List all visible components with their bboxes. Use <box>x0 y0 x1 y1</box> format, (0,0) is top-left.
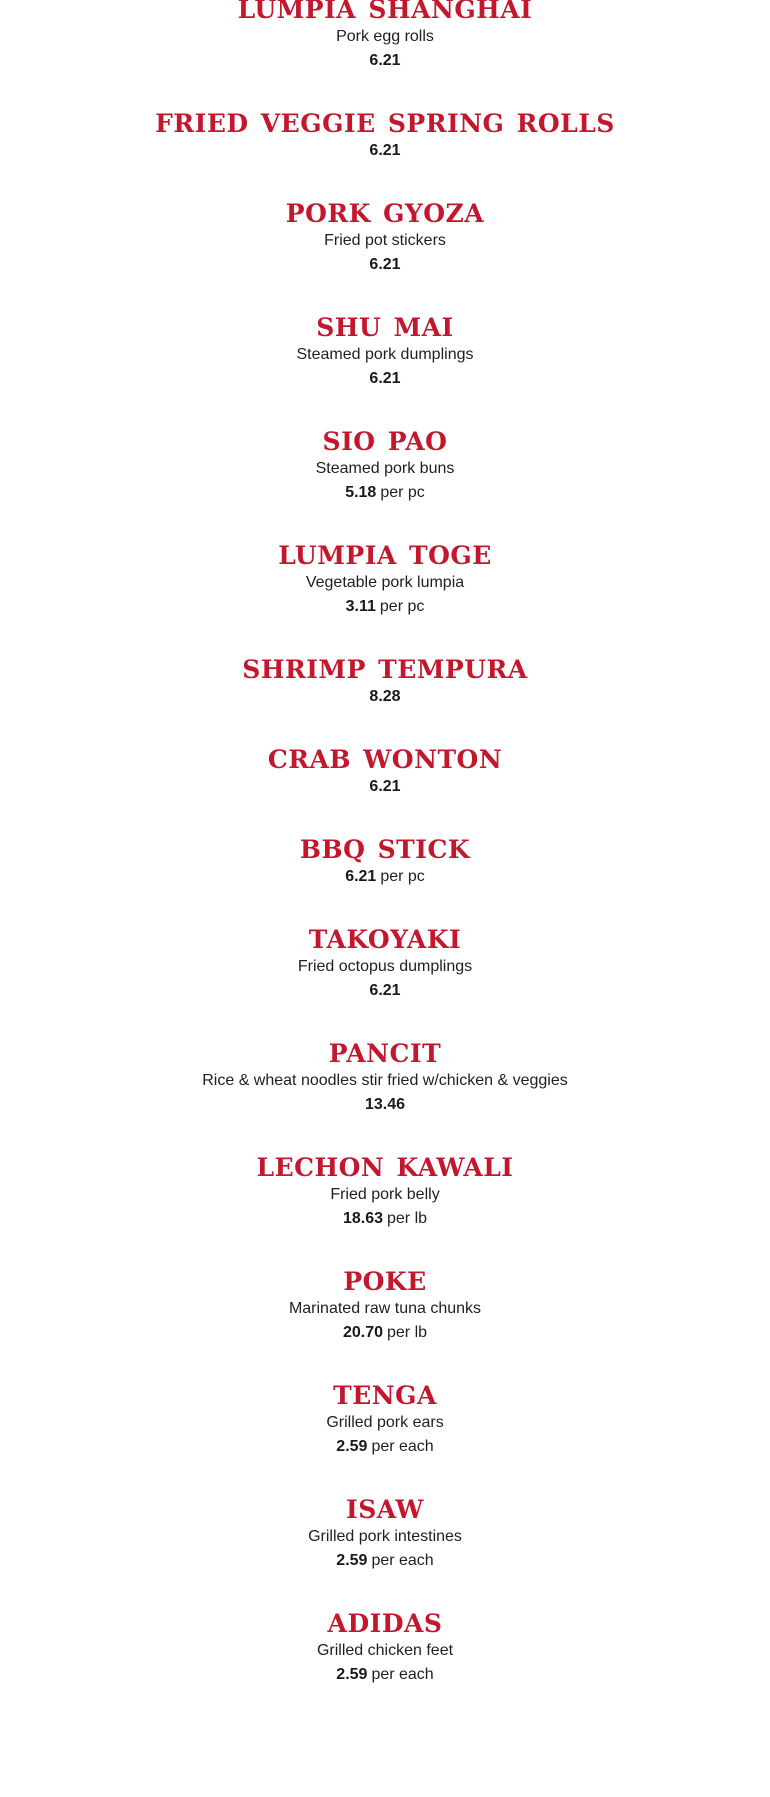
menu-item-name: TENGA <box>333 1381 437 1410</box>
menu-item-name: ADIDAS <box>327 1609 443 1638</box>
menu-item-price <box>0 1207 770 1231</box>
menu-item-price <box>0 139 770 163</box>
menu-item-description: Grilled pork ears <box>326 1414 444 1431</box>
menu-item-name: ISAW <box>346 1495 424 1524</box>
price-unit: per each <box>371 1552 434 1569</box>
menu-item-price <box>0 481 770 505</box>
menu-item-name: BBQ STICK <box>299 835 471 864</box>
menu-item-price <box>0 1321 770 1345</box>
menu-item <box>0 427 770 505</box>
menu-item-description: Grilled pork intestines <box>308 1528 462 1545</box>
menu-item <box>0 1039 770 1117</box>
price-amount: 3.11 <box>345 598 376 615</box>
menu-item-name: SHU MAI <box>316 313 454 342</box>
menu-item-description: Fried octopus dumplings <box>297 958 473 975</box>
menu-item-name: SHRIMP TEMPURA <box>242 655 528 684</box>
menu-item-name: POKE <box>343 1267 427 1296</box>
menu-item-name: LUMPIA TOGE <box>278 541 492 570</box>
menu-item <box>0 925 770 1003</box>
menu-item <box>0 835 770 889</box>
menu-item <box>0 655 770 709</box>
menu-item-price <box>0 1093 770 1117</box>
menu-item-description: Rice & wheat noodles stir fried w/chicken & veggies <box>202 1072 568 1089</box>
menu-item-price <box>0 979 770 1003</box>
price-unit: per pc <box>380 484 425 501</box>
menu-item-price <box>0 49 770 73</box>
menu-item <box>0 1495 770 1573</box>
menu-item <box>0 1267 770 1345</box>
price-unit: per pc <box>379 598 425 615</box>
menu-item-description: Vegetable pork lumpia <box>305 574 465 591</box>
menu-item-description: Steamed pork dumplings <box>296 346 474 363</box>
price-amount: 20.70 <box>342 1324 383 1341</box>
menu-item-description: Steamed pork buns <box>315 460 455 477</box>
menu-item-name: LECHON KAWALI <box>256 1153 514 1182</box>
menu-item-name: CRAB WONTON <box>267 745 503 774</box>
price-amount: 2.59 <box>336 1666 368 1683</box>
price-amount: 6.21 <box>369 142 401 159</box>
menu-item-name: TAKOYAKI <box>308 925 462 954</box>
menu-item <box>0 109 770 163</box>
menu-item-name: PORK GYOZA <box>285 199 485 228</box>
price-amount: 2.59 <box>336 1552 368 1569</box>
price-amount: 8.28 <box>369 688 401 705</box>
menu-item-price <box>0 775 770 799</box>
menu-item-price <box>0 367 770 391</box>
menu-item <box>0 199 770 277</box>
menu-item-name: FRIED VEGGIE SPRING ROLLS <box>155 109 615 138</box>
price-amount: 6.21 <box>369 370 401 387</box>
menu-item-description: Fried pork belly <box>330 1186 440 1203</box>
price-amount: 6.21 <box>369 52 401 69</box>
menu-item-description: Marinated raw tuna chunks <box>288 1300 482 1317</box>
price-unit: per pc <box>380 868 425 885</box>
price-amount: 2.59 <box>336 1438 368 1455</box>
price-amount: 6.21 <box>345 868 377 885</box>
menu-item-price <box>0 865 770 889</box>
menu-item-description: Grilled chicken feet <box>316 1642 454 1659</box>
menu-item <box>0 745 770 799</box>
menu-item-name: LUMPIA SHANGHAI <box>237 0 533 24</box>
price-amount: 5.18 <box>345 484 377 501</box>
price-amount: 13.46 <box>364 1096 406 1113</box>
menu-item-price <box>0 685 770 709</box>
menu-item <box>0 313 770 391</box>
price-amount: 6.21 <box>369 256 401 273</box>
menu-item-price <box>0 595 770 619</box>
menu-item <box>0 0 770 73</box>
menu-item-description: Pork egg rolls <box>336 28 434 45</box>
menu-item-name: SIO PAO <box>322 427 448 456</box>
price-unit: per each <box>371 1666 434 1683</box>
menu-item-name: PANCIT <box>328 1039 442 1068</box>
price-amount: 6.21 <box>369 982 401 999</box>
price-unit: per lb <box>387 1210 428 1227</box>
menu-item <box>0 1609 770 1687</box>
price-amount: 6.21 <box>369 778 401 795</box>
menu-item <box>0 541 770 619</box>
menu-item-price <box>0 1549 770 1573</box>
menu-item-price <box>0 1435 770 1459</box>
price-amount: 18.63 <box>342 1210 383 1227</box>
menu-item-price <box>0 253 770 277</box>
menu-item <box>0 1381 770 1459</box>
menu-item-price <box>0 1663 770 1687</box>
menu-item-description: Fried pot stickers <box>324 232 446 249</box>
price-unit: per lb <box>387 1324 428 1341</box>
menu-item <box>0 1153 770 1231</box>
price-unit: per each <box>371 1438 434 1455</box>
